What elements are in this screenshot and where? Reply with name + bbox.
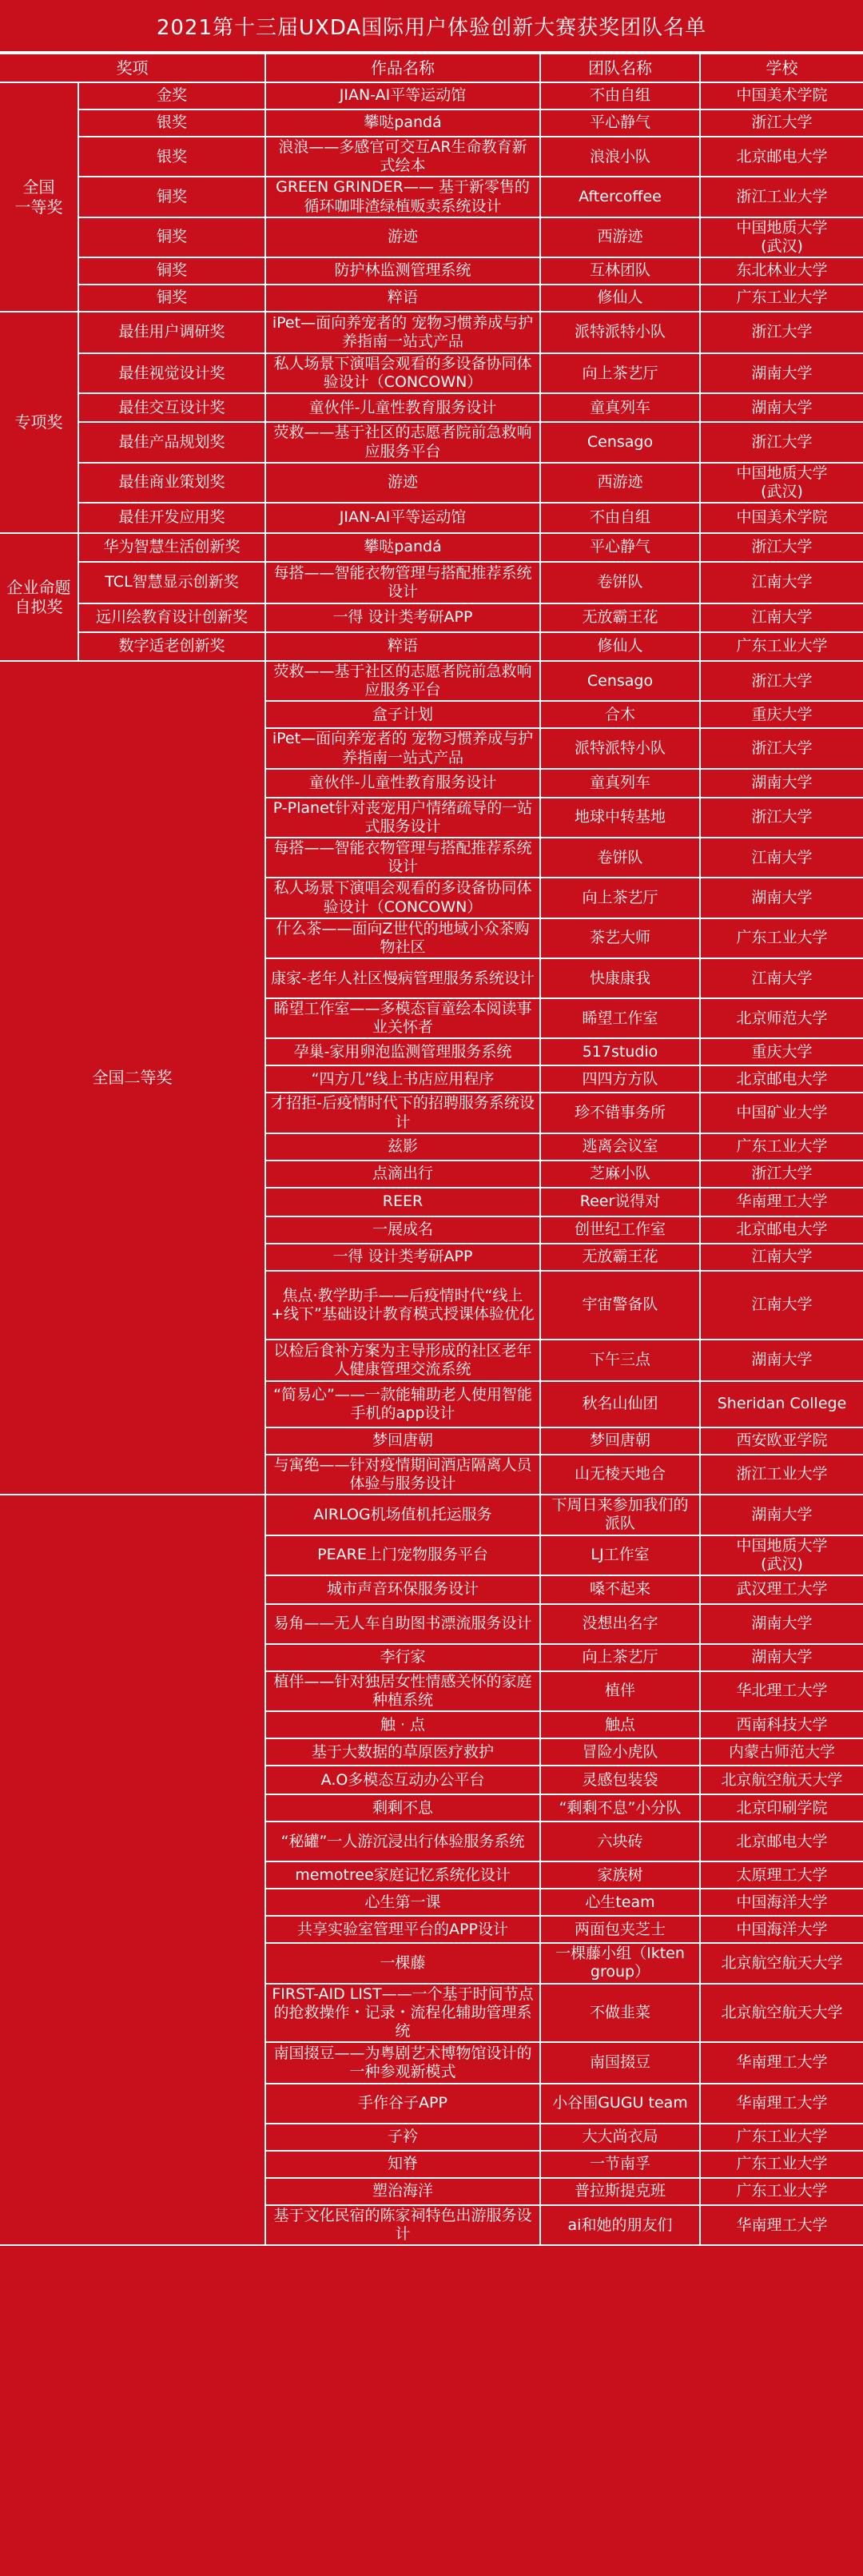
team-name-cell: ai和她的朋友们 xyxy=(540,2205,700,2245)
team-name-cell: 西游迹 xyxy=(540,463,700,503)
awards-table xyxy=(0,53,863,2246)
team-name-cell: 平心静气 xyxy=(540,533,700,562)
work-name-cell: 游迹 xyxy=(265,217,540,257)
team-name-cell: 童真列车 xyxy=(540,393,700,422)
work-name-cell: 手作谷子APP xyxy=(265,2084,540,2124)
table-row xyxy=(0,661,863,701)
work-name-cell: 荧救——基于社区的志愿者院前急救响应服务平台 xyxy=(265,661,540,701)
header-work: 作品名称 xyxy=(265,54,540,82)
work-name-cell: PEARE上门宠物服务平台 xyxy=(265,1535,540,1575)
work-name-cell: 荧救——基于社区的志愿者院前急救响应服务平台 xyxy=(265,422,540,462)
table-row xyxy=(0,285,863,312)
school-cell: 北京师范大学 xyxy=(700,998,863,1038)
award-name-cell: 最佳用户调研奖 xyxy=(78,312,265,353)
work-name-cell: 攀哒pandá xyxy=(265,533,540,562)
team-name-cell: 无放霸王花 xyxy=(540,603,700,632)
team-name-cell: “剩剩不息”小分队 xyxy=(540,1794,700,1822)
school-cell: 华南理工大学 xyxy=(700,2084,863,2124)
work-name-cell: 南国掇豆——为粤剧艺术博物馆设计的一种参观新模式 xyxy=(265,2042,540,2084)
work-name-cell: 童伙伴-儿童性教育服务设计 xyxy=(265,393,540,422)
work-name-cell: 盒子计划 xyxy=(265,701,540,728)
school-cell: 武汉理工大学 xyxy=(700,1575,863,1604)
work-name-cell: 私人场景下演唱会观看的多设备协同体验设计（CONCOWN） xyxy=(265,878,540,918)
work-name-cell: JIAN-AI平等运动馆 xyxy=(265,82,540,109)
header-award: 奖项 xyxy=(0,54,265,82)
team-name-cell: 不由自组 xyxy=(540,82,700,109)
work-name-cell: 防护林监测管理系统 xyxy=(265,257,540,285)
work-name-cell: iPet—面向养宠者的 宠物习惯养成与护养指南一站式产品 xyxy=(265,728,540,768)
work-name-cell: “四方几”线上书店应用程序 xyxy=(265,1065,540,1093)
team-name-cell: 家族树 xyxy=(540,1861,700,1889)
table-row xyxy=(0,257,863,285)
award-name-cell: 铜奖 xyxy=(78,177,265,217)
school-cell: 浙江大学 xyxy=(700,533,863,562)
team-name-cell: 西游迹 xyxy=(540,217,700,257)
team-name-cell: 浪浪小队 xyxy=(540,137,700,177)
team-name-cell: 一棵藤小组（Ikten group） xyxy=(540,1943,700,1983)
team-name-cell: 两面包夹芝士 xyxy=(540,1916,700,1943)
work-name-cell: 才招拒-后疫情时代下的招聘服务系统设计 xyxy=(265,1093,540,1133)
team-name-cell: 不由自组 xyxy=(540,503,700,533)
award-category-cell: 全国 一等奖 xyxy=(0,82,78,312)
school-cell: 浙江工业大学 xyxy=(700,1455,863,1495)
team-name-cell: 童真列车 xyxy=(540,769,700,798)
team-name-cell: 创世纪工作室 xyxy=(540,1216,700,1244)
header-team: 团队名称 xyxy=(540,54,700,82)
work-name-cell: 孕巢-家用卵泡监测管理服务系统 xyxy=(265,1038,540,1065)
school-cell: 浙江大学 xyxy=(700,1161,863,1188)
work-name-cell: 知脊 xyxy=(265,2151,540,2178)
table-row xyxy=(0,217,863,257)
school-cell: 广东工业大学 xyxy=(700,285,863,312)
team-name-cell: 一节南孚 xyxy=(540,2151,700,2178)
award-name-cell: 最佳产品规划奖 xyxy=(78,422,265,462)
school-cell: 华南理工大学 xyxy=(700,2042,863,2084)
table-row xyxy=(0,603,863,632)
school-cell: 中国美术学院 xyxy=(700,82,863,109)
school-cell: 太原理工大学 xyxy=(700,1861,863,1889)
work-name-cell: 子衿 xyxy=(265,2124,540,2151)
team-name-cell: 没想出名字 xyxy=(540,1604,700,1644)
school-cell: 广东工业大学 xyxy=(700,632,863,661)
team-name-cell: 珍不错事务所 xyxy=(540,1093,700,1133)
table-row xyxy=(0,353,863,393)
team-name-cell: 触点 xyxy=(540,1711,700,1738)
school-cell: 浙江大学 xyxy=(700,109,863,137)
award-name-cell: 金奖 xyxy=(78,82,265,109)
school-cell: Sheridan College xyxy=(700,1381,863,1427)
work-name-cell: 心生第一课 xyxy=(265,1889,540,1916)
work-name-cell: 梦回唐朝 xyxy=(265,1427,540,1455)
team-name-cell: 逃离会议室 xyxy=(540,1133,700,1161)
work-name-cell: 李行家 xyxy=(265,1644,540,1671)
school-cell: 中国美术学院 xyxy=(700,503,863,533)
work-name-cell: 基于大数据的草原医疗救护 xyxy=(265,1738,540,1766)
work-name-cell: P-Planet针对丧宠用户情绪疏导的一站式服务设计 xyxy=(265,798,540,838)
award-category-cell xyxy=(0,1495,265,2245)
school-cell: 广东工业大学 xyxy=(700,1133,863,1161)
award-name-cell: 银奖 xyxy=(78,109,265,137)
award-name-cell: 最佳视觉设计奖 xyxy=(78,353,265,393)
team-name-cell: 517studio xyxy=(540,1038,700,1065)
work-name-cell: 一得 设计类考研APP xyxy=(265,1244,540,1271)
table-row xyxy=(0,533,863,562)
work-name-cell: 私人场景下演唱会观看的多设备协同体验设计（CONCOWN） xyxy=(265,353,540,393)
work-name-cell: REER xyxy=(265,1188,540,1216)
team-name-cell: Aftercoffee xyxy=(540,177,700,217)
award-name-cell: 华为智慧生活创新奖 xyxy=(78,533,265,562)
team-name-cell: 嗓不起来 xyxy=(540,1575,700,1604)
school-cell: 北京航空航天大学 xyxy=(700,1766,863,1794)
work-name-cell: 与寓绝——针对疫情期间酒店隔离人员体验与服务设计 xyxy=(265,1455,540,1495)
work-name-cell: 植伴——针对独居女性情感关怀的家庭种植系统 xyxy=(265,1671,540,1711)
school-cell: 北京航空航天大学 xyxy=(700,1984,863,2043)
team-name-cell: LJ工作室 xyxy=(540,1535,700,1575)
school-cell: 中国地质大学 (武汉) xyxy=(700,217,863,257)
school-cell: 浙江大学 xyxy=(700,422,863,462)
school-cell: 江南大学 xyxy=(700,562,863,603)
school-cell: 广东工业大学 xyxy=(700,2178,863,2205)
table-row xyxy=(0,137,863,177)
team-name-cell: 大大尚衣局 xyxy=(540,2124,700,2151)
work-name-cell: “简易心”——一款能辅助老人使用智能手机的app设计 xyxy=(265,1381,540,1427)
work-name-cell: 一棵藤 xyxy=(265,1943,540,1983)
team-name-cell: 派特派特小队 xyxy=(540,312,700,353)
table-row xyxy=(0,393,863,422)
team-name-cell: 芝麻小队 xyxy=(540,1161,700,1188)
school-cell: 北京邮电大学 xyxy=(700,137,863,177)
school-cell: 湖南大学 xyxy=(700,393,863,422)
team-name-cell: Censago xyxy=(540,661,700,701)
team-name-cell: 向上茶艺厅 xyxy=(540,353,700,393)
team-name-cell: 下午三点 xyxy=(540,1340,700,1381)
school-cell: 北京邮电大学 xyxy=(700,1065,863,1093)
work-name-cell: 基于文化民宿的陈家祠特色出游服务设计 xyxy=(265,2205,540,2245)
school-cell: 浙江工业大学 xyxy=(700,177,863,217)
award-name-cell: 银奖 xyxy=(78,137,265,177)
school-cell: 广东工业大学 xyxy=(700,2151,863,2178)
award-name-cell: 铜奖 xyxy=(78,217,265,257)
award-name-cell: 铜奖 xyxy=(78,285,265,312)
work-name-cell: memotree家庭记忆系统化设计 xyxy=(265,1861,540,1889)
school-cell: 中国海洋大学 xyxy=(700,1916,863,1943)
school-cell: 华南理工大学 xyxy=(700,2205,863,2245)
work-name-cell: 共享实验室管理平台的APP设计 xyxy=(265,1916,540,1943)
work-name-cell: 童伙伴-儿童性教育服务设计 xyxy=(265,769,540,798)
team-name-cell: 不做韭菜 xyxy=(540,1984,700,2043)
team-name-cell: 灵感包装袋 xyxy=(540,1766,700,1794)
school-cell: 华南理工大学 xyxy=(700,1188,863,1216)
team-name-cell: 山无棱天地合 xyxy=(540,1455,700,1495)
team-name-cell: 互林团队 xyxy=(540,257,700,285)
team-name-cell: 派特派特小队 xyxy=(540,728,700,768)
school-cell: 浙江大学 xyxy=(700,728,863,768)
team-name-cell: 地球中转基地 xyxy=(540,798,700,838)
work-name-cell: 城市声音环保服务设计 xyxy=(265,1575,540,1604)
table-row xyxy=(0,1495,863,1535)
team-name-cell: 植伴 xyxy=(540,1671,700,1711)
team-name-cell: Censago xyxy=(540,422,700,462)
team-name-cell: 冒险小虎队 xyxy=(540,1738,700,1766)
team-name-cell: 卷饼队 xyxy=(540,562,700,603)
school-cell: 西安欧亚学院 xyxy=(700,1427,863,1455)
team-name-cell: 卷饼队 xyxy=(540,838,700,878)
team-name-cell: 修仙人 xyxy=(540,632,700,661)
school-cell: 北京邮电大学 xyxy=(700,1822,863,1861)
team-name-cell: Reer说得对 xyxy=(540,1188,700,1216)
team-name-cell: 秋名山仙团 xyxy=(540,1381,700,1427)
work-name-cell: 易角——无人车自助图书漂流服务设计 xyxy=(265,1604,540,1644)
team-name-cell: 四四方方队 xyxy=(540,1065,700,1093)
table-row xyxy=(0,503,863,533)
team-name-cell: 向上茶艺厅 xyxy=(540,878,700,918)
table-row xyxy=(0,422,863,462)
work-name-cell: 浪浪——多感官可交互AR生命教育新式绘本 xyxy=(265,137,540,177)
work-name-cell: JIAN-AI平等运动馆 xyxy=(265,503,540,533)
school-cell: 东北林业大学 xyxy=(700,257,863,285)
school-cell: 北京邮电大学 xyxy=(700,1216,863,1244)
school-cell: 中国地质大学 (武汉) xyxy=(700,1535,863,1575)
team-name-cell: 六块砖 xyxy=(540,1822,700,1861)
award-name-cell: 最佳商业策划奖 xyxy=(78,463,265,503)
work-name-cell: GREEN GRINDER—— 基于新零售的循环咖啡渣绿植贩卖系统设计 xyxy=(265,177,540,217)
table-row xyxy=(0,312,863,353)
award-name-cell: 数字适老创新奖 xyxy=(78,632,265,661)
table-header-row xyxy=(0,54,863,82)
work-name-cell: A.O多模态互动办公平台 xyxy=(265,1766,540,1794)
award-category-cell: 专项奖 xyxy=(0,312,78,533)
team-name-cell: 向上茶艺厅 xyxy=(540,1644,700,1671)
work-name-cell: 兹影 xyxy=(265,1133,540,1161)
table-row xyxy=(0,562,863,603)
award-name-cell: TCL智慧显示创新奖 xyxy=(78,562,265,603)
team-name-cell: 无放霸王花 xyxy=(540,1244,700,1271)
school-cell: 湖南大学 xyxy=(700,1340,863,1381)
work-name-cell: 以检后食补方案为主导形成的社区老年人健康管理交流系统 xyxy=(265,1340,540,1381)
school-cell: 广东工业大学 xyxy=(700,2124,863,2151)
school-cell: 重庆大学 xyxy=(700,1038,863,1065)
school-cell: 浙江大学 xyxy=(700,312,863,353)
table-row xyxy=(0,177,863,217)
work-name-cell: 游迹 xyxy=(265,463,540,503)
school-cell: 内蒙古师范大学 xyxy=(700,1738,863,1766)
team-name-cell: 心生team xyxy=(540,1889,700,1916)
school-cell: 江南大学 xyxy=(700,1244,863,1271)
team-name-cell: 南国掇豆 xyxy=(540,2042,700,2084)
school-cell: 北京航空航天大学 xyxy=(700,1943,863,1983)
table-row xyxy=(0,463,863,503)
school-cell: 中国矿业大学 xyxy=(700,1093,863,1133)
header-school: 学校 xyxy=(700,54,863,82)
award-name-cell: 远川绘教育设计创新奖 xyxy=(78,603,265,632)
school-cell: 江南大学 xyxy=(700,603,863,632)
school-cell: 湖南大学 xyxy=(700,1644,863,1671)
work-name-cell: 剩剩不息 xyxy=(265,1794,540,1822)
work-name-cell: “秘罐”一人游沉浸出行体验服务系统 xyxy=(265,1822,540,1861)
table-row xyxy=(0,632,863,661)
work-name-cell: 一得 设计类考研APP xyxy=(265,603,540,632)
team-name-cell: 合木 xyxy=(540,701,700,728)
school-cell: 湖南大学 xyxy=(700,769,863,798)
school-cell: 江南大学 xyxy=(700,958,863,998)
team-name-cell: 睎望工作室 xyxy=(540,998,700,1038)
school-cell: 中国地质大学 (武汉) xyxy=(700,463,863,503)
school-cell: 江南大学 xyxy=(700,1271,863,1340)
team-name-cell: 修仙人 xyxy=(540,285,700,312)
work-name-cell: 塑治海洋 xyxy=(265,2178,540,2205)
school-cell: 中国海洋大学 xyxy=(700,1889,863,1916)
work-name-cell: FIRST-AID LIST——一个基于时间节点的抢救操作・记录・流程化辅助管理系统 xyxy=(265,1984,540,2043)
award-category-cell: 企业命题 自拟奖 xyxy=(0,533,78,661)
work-name-cell: 触 · 点 xyxy=(265,1711,540,1738)
work-name-cell: 每搭——智能衣物管理与搭配推荐系统设计 xyxy=(265,838,540,878)
school-cell: 湖南大学 xyxy=(700,878,863,918)
work-name-cell: 一展成名 xyxy=(265,1216,540,1244)
team-name-cell: 宇宙警备队 xyxy=(540,1271,700,1340)
team-name-cell: 梦回唐朝 xyxy=(540,1427,700,1455)
award-name-cell: 最佳开发应用奖 xyxy=(78,503,265,533)
team-name-cell: 快康康我 xyxy=(540,958,700,998)
work-name-cell: 康家-老年人社区慢病管理服务系统设计 xyxy=(265,958,540,998)
team-name-cell: 平心静气 xyxy=(540,109,700,137)
school-cell: 西南科技大学 xyxy=(700,1711,863,1738)
team-name-cell: 普拉斯提克班 xyxy=(540,2178,700,2205)
work-name-cell: 粹语 xyxy=(265,285,540,312)
school-cell: 浙江大学 xyxy=(700,661,863,701)
work-name-cell: iPet—面向养宠者的 宠物习惯养成与护养指南一站式产品 xyxy=(265,312,540,353)
award-name-cell: 最佳交互设计奖 xyxy=(78,393,265,422)
team-name-cell: 茶艺大师 xyxy=(540,918,700,958)
school-cell: 北京印刷学院 xyxy=(700,1794,863,1822)
work-name-cell: 粹语 xyxy=(265,632,540,661)
work-name-cell: AIRLOG机场值机托运服务 xyxy=(265,1495,540,1535)
award-name-cell: 铜奖 xyxy=(78,257,265,285)
school-cell: 江南大学 xyxy=(700,838,863,878)
table-row xyxy=(0,82,863,109)
work-name-cell: 攀哒pandá xyxy=(265,109,540,137)
school-cell: 湖南大学 xyxy=(700,1604,863,1644)
work-name-cell: 点滴出行 xyxy=(265,1161,540,1188)
team-name-cell: 下周日来参加我们的派队 xyxy=(540,1495,700,1535)
school-cell: 华北理工大学 xyxy=(700,1671,863,1711)
page-title: 2021第十三届UXDA国际用户体验创新大赛获奖团队名单 xyxy=(0,0,863,53)
work-name-cell: 什么茶——面向Z世代的地域小众茶购物社区 xyxy=(265,918,540,958)
work-name-cell: 每搭——智能衣物管理与搭配推荐系统设计 xyxy=(265,562,540,603)
award-category-cell: 全国二等奖 xyxy=(0,661,265,1495)
school-cell: 重庆大学 xyxy=(700,701,863,728)
work-name-cell: 睎望工作室——多模态盲童绘本阅读事业关怀者 xyxy=(265,998,540,1038)
school-cell: 湖南大学 xyxy=(700,1495,863,1535)
school-cell: 浙江大学 xyxy=(700,798,863,838)
work-name-cell: 焦点·教学助手——后疫情时代“线上+线下”基础设计教育模式授课体验优化 xyxy=(265,1271,540,1340)
table-row xyxy=(0,109,863,137)
school-cell: 广东工业大学 xyxy=(700,918,863,958)
school-cell: 湖南大学 xyxy=(700,353,863,393)
team-name-cell: 小谷围GUGU team xyxy=(540,2084,700,2124)
